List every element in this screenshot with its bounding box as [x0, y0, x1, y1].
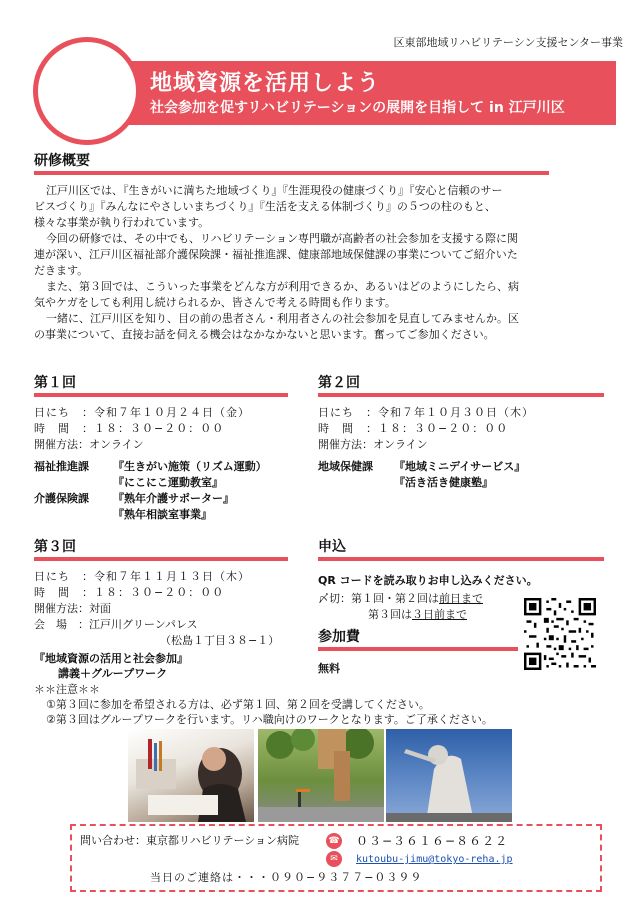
- deadline-label: 第３回は: [368, 608, 412, 621]
- session3-venue: 会 場 ：江戸川グリーンパレス: [34, 618, 198, 631]
- note-1: ①第３回に参加を希望される方は、必ず第１回、第２回を受講してください。: [46, 698, 430, 711]
- organizer-label: 区東部地域リハビリテーシン支援センター事業: [393, 36, 623, 49]
- overview-line: 江戸川区では、『生きがいに満ちた地域づくり』『生涯現役の健康づくり』『安心と信頼のサー: [46, 184, 503, 197]
- session2-divider: [318, 393, 604, 397]
- apply-divider: [318, 557, 604, 561]
- page-title: 地域資源を活用しよう: [150, 71, 381, 96]
- fee-divider: [318, 647, 518, 651]
- overview-line: だきます。: [34, 264, 89, 277]
- session2-program: 『地域ミニデイサービス』: [394, 460, 526, 473]
- photo-painting-illustration: [128, 729, 254, 822]
- session1-time: 時 間 ：１８：３０−２０：００: [34, 422, 225, 435]
- overview-line: また、第３回では、こういった事業をどんな方が利用できるか、あるいはどのようにしたら、病: [46, 280, 519, 293]
- session2-dept-health: 地域保健課: [318, 460, 373, 473]
- overview-line: 一緒に、江戸川区を知り、目の前の患者さん・利用者さんの社会参加を見直してみませんか。区: [46, 312, 519, 325]
- overview-line: ビスづくり』『みんなにやさしいまちづくり』『生活を支える体制づくり』の５つの柱のもと、: [34, 200, 496, 213]
- deadline-sessions-1-2: 前日まで: [439, 592, 483, 605]
- session3-date: 日にち ：令和７年１１月１３日（木）: [34, 570, 250, 583]
- overview-line: 気やケガをしても利用し続けられるか、皆さんで考える時間も作ります。: [34, 296, 396, 309]
- session3-time: 時 間 ：１８：３０−２０：００: [34, 586, 225, 599]
- session3-topic: 『地域資源の活用と社会参加』: [34, 652, 188, 665]
- deadline-session-3: ３日前まで: [412, 608, 467, 621]
- session3-method: 開催方法：対面: [34, 602, 111, 615]
- session1-heading: 第１回: [34, 375, 76, 391]
- qr-code-image[interactable]: [524, 598, 596, 670]
- session1-program: 『熟年相談室事業』: [113, 508, 212, 521]
- apply-deadline: [318, 591, 483, 607]
- session1-date: 日にち ：令和７年１０月２４日（金）: [34, 406, 250, 419]
- fee-heading: 参加費: [318, 629, 360, 645]
- session3-format: 講義＋グループワーク: [58, 667, 168, 680]
- session1-dept-welfare: 福祉推進課: [34, 460, 89, 473]
- photo-walking-illustration: [258, 729, 384, 822]
- contact-sameday: 当日のご連絡は・・・０９０−９３７７−０３９９: [150, 871, 423, 884]
- page-subtitle: 社会参加を促すリハビリテーションの展開を目指して in 江戸川区: [150, 100, 565, 116]
- note-2: ②第３回はグループワークを行います。リハ職向けのワークとなります。ご了承ください。: [46, 713, 493, 726]
- session2-method: 開催方法：オンライン: [318, 438, 428, 451]
- phone-icon: ☎: [326, 833, 342, 849]
- contact-phone[interactable]: ０３−３６１６−８６２２: [356, 834, 509, 848]
- photo-walking: [258, 729, 384, 822]
- overview-line: の事業について、直接お話を伺える機会はなかなかないと思います。奮ってご参加ください。: [34, 328, 495, 341]
- photo-statue: [386, 729, 512, 822]
- session1-dept-care: 介護保険課: [34, 492, 89, 505]
- photo-painting: [128, 729, 254, 822]
- apply-deadline-3: [368, 607, 467, 623]
- session2-heading: 第２回: [318, 375, 360, 391]
- deadline-label: 〆切：第１回・第２回は: [318, 592, 439, 605]
- session2-time: 時 間 ：１８：３０−２０：００: [318, 422, 509, 435]
- contact-label: 問い合わせ：東京都リハビリテーション病院: [80, 834, 300, 847]
- session3-venue-address: （松島１丁目３８−１）: [160, 634, 280, 647]
- overview-line: 様々な事業が執り行われています。: [34, 216, 210, 229]
- session2-date: 日にち ：令和７年１０月３０日（木）: [318, 406, 534, 419]
- session3-divider: [34, 557, 288, 561]
- overview-line: 今回の研修では、その中でも、リハビリテーション専門職が高齢者の社会参加を支援する際に関: [46, 232, 519, 245]
- overview-line: 連が深い、江戸川区福祉部介護保険課・福祉推進課、健康部地域保健課の事業についてご紹介いた: [34, 248, 518, 261]
- mail-icon: ✉: [326, 851, 342, 867]
- apply-instruction: QR コードを読み取りお申し込みください。: [318, 574, 538, 587]
- session1-divider: [34, 393, 288, 397]
- session1-program: 『にこにこ運動教室』: [113, 476, 223, 489]
- notes-heading: ＊＊注意＊＊: [34, 683, 100, 696]
- contact-email[interactable]: kutoubu-jimu@tokyo-reha.jp: [356, 854, 513, 865]
- session3-heading: 第３回: [34, 539, 76, 555]
- overview-divider: [34, 171, 549, 175]
- session2-program: 『活き活き健康塾』: [394, 476, 493, 489]
- overview-heading: 研修概要: [34, 153, 90, 169]
- session1-program: 『熟年介護サポーター』: [113, 492, 234, 505]
- overview-paragraph: [34, 183, 614, 343]
- session1-program: 『生きがい施策（リズム運動）: [113, 460, 267, 473]
- apply-heading: 申込: [318, 539, 346, 555]
- session1-method: 開催方法：オンライン: [34, 438, 144, 451]
- photo-statue-illustration: [386, 729, 512, 822]
- fee-value: 無料: [318, 662, 340, 675]
- decorative-circle: [33, 37, 141, 145]
